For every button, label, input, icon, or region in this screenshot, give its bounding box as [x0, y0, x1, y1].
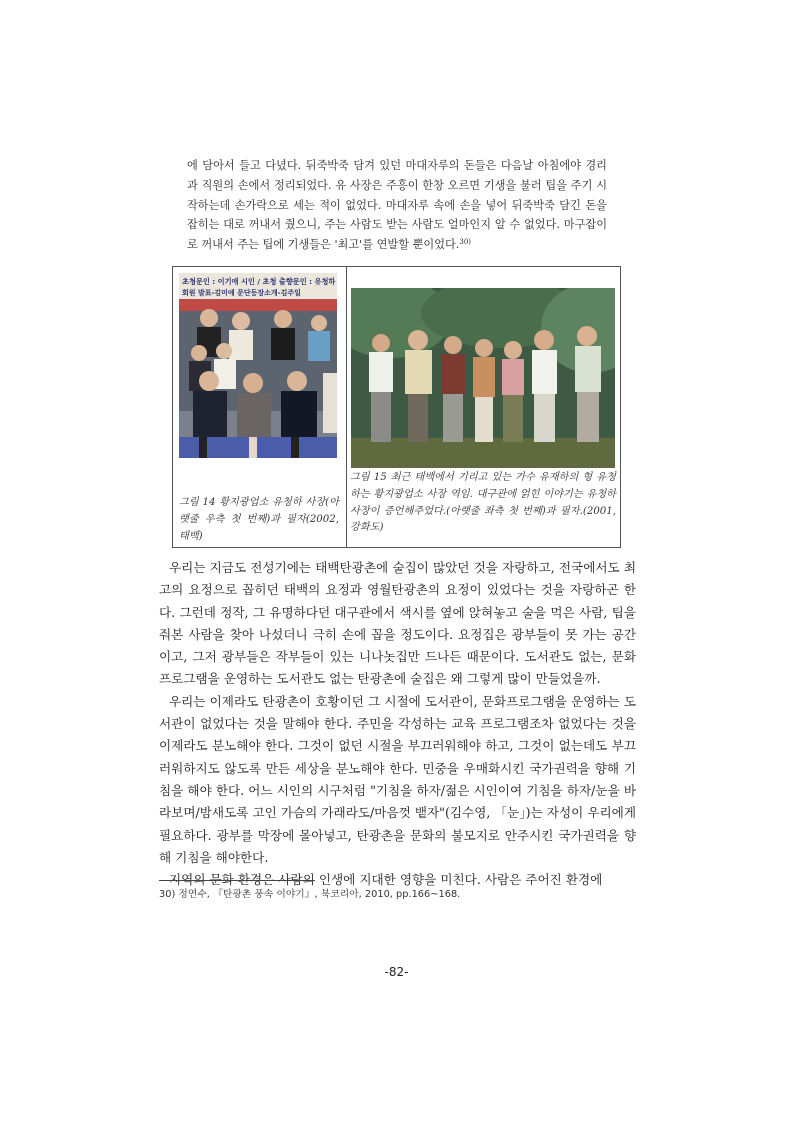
- figure-cell-left: [173, 267, 347, 547]
- outdoor-group-image: [351, 288, 615, 468]
- body-text: [159, 557, 636, 891]
- photo-group-portrait: [179, 273, 337, 458]
- quoted-paragraph: 에 담아서 들고 다녔다. 뒤죽박죽 담겨 있던 마대자루의 돈들은 다음날 아침에야 경리과 직원의 손에서 정리되었다. 유 사장은 주흥이 한창 오르면 기생을 불러 팁을 주기 시작하는데 손가락으로 세는 적이 없었다. 마대자루 속에 손을 넣어 뒤죽박죽 담긴 돈을 잡히는 대로 꺼내서 줬으니, 주는 사람도 받는 사람도 얼마인지 알 수 없었다. 마구잡이로 꺼내서 주는 팁에 기생들은 '최고'를 연발할 뿐이었다.$^{30)}$: [187, 159, 607, 252]
- footnote-30: 30) 정연수, 『탄광촌 풍속 이야기』, 북코리아, 2010, pp.166~168.: [159, 889, 461, 900]
- quoted-block: [187, 156, 607, 255]
- figure-cell-right: [346, 267, 620, 547]
- page-number: -82-: [384, 965, 409, 979]
- figure-table: [172, 266, 621, 548]
- footnote-ref[interactable]: 30): [459, 238, 471, 247]
- body-paragraph-1: 우리는 지금도 전성기에는 태백탄광촌에 술집이 많았던 것을 자랑하고, 전국에서도 최고의 요정으로 꼽히던 태백의 요정과 영월탄광촌의 요정이 있었다는 것을 자랑하곤 한다. 그런데 정작, 그 유명하다던 대구관에서 색시를 옆에 앉혀놓고 술을 먹은 사람, 팁을 줘본 사람을 찾아 나섰더니 극히 손에 꼽을 정도이다. 요정집은 광부들이 못 가는 공간이고, 그저 광부들은 작부들이 있는 니나놋집만 드나든 때문이다. 도서관도 없는, 문화프로그램을 운영하는 도서관도 없는 탄광촌에 술집은 왜 그렇게 많이 만들었을까.: [159, 560, 636, 687]
- photo-group-outdoor: [351, 288, 615, 468]
- footnote-divider: [159, 880, 315, 881]
- group-portrait-image: [179, 273, 337, 458]
- body-paragraph-3: 지역의 문화 환경은 사람의 인생에 지대한 영향을 미친다. 사람은 주어진 환경에: [169, 872, 603, 888]
- figure-caption-15: 그림 15 최근 태백에서 기리고 있는 가수 유재하의 형 유청하는 황지광업소 사장 역임. 대구관에 얽힌 이야기는 유청하 사장이 증언해주었다.(아랫줄 좌측 첫 번째)과 필자.(2001, 강화도): [350, 472, 616, 534]
- body-paragraph-2: 우리는 이제라도 탄광촌이 호황이던 그 시절에 도서관이, 문화프로그램을 운영하는 도서관이 없었다는 것을 말해야 한다. 주민을 각성하는 교육 프로그램조차 없었다는 것을 이제라도 분노해야 한다. 그것이 없던 시절을 부끄러워해야 하고, 그것이 없는데도 부끄러워하지도 않도록 만든 세상을 분노해야 한다. 민중을 우매화시킨 국가권력을 향해 기침을 해야 한다. 어느 시인의 시구처럼 "기침을 하자/젊은 시인이여 기침을 하자/눈을 바라보며/밤새도록 고인 가슴의 가래라도/마음껏 뱉자"(김수영, 「눈」)는 자성이 우리에게 필요하다. 광부를 막장에 몰아넣고, 탄광촌을 문화의 불모지로 안주시킨 국가권력을 향해 기침을 해야한다.: [159, 693, 636, 865]
- banner-text-1: 초청문인 : 이기애 시인 / 초청 출향문인 : 유청하: [182, 277, 336, 286]
- banner-text-2: 회원 발표-김미애 문단등장소개-김주일: [182, 289, 301, 297]
- figure-caption-14: 그림 14 황지광업소 유청하 사장(아랫줄 우측 첫 번째)과 필자(2002, 태백): [179, 497, 339, 542]
